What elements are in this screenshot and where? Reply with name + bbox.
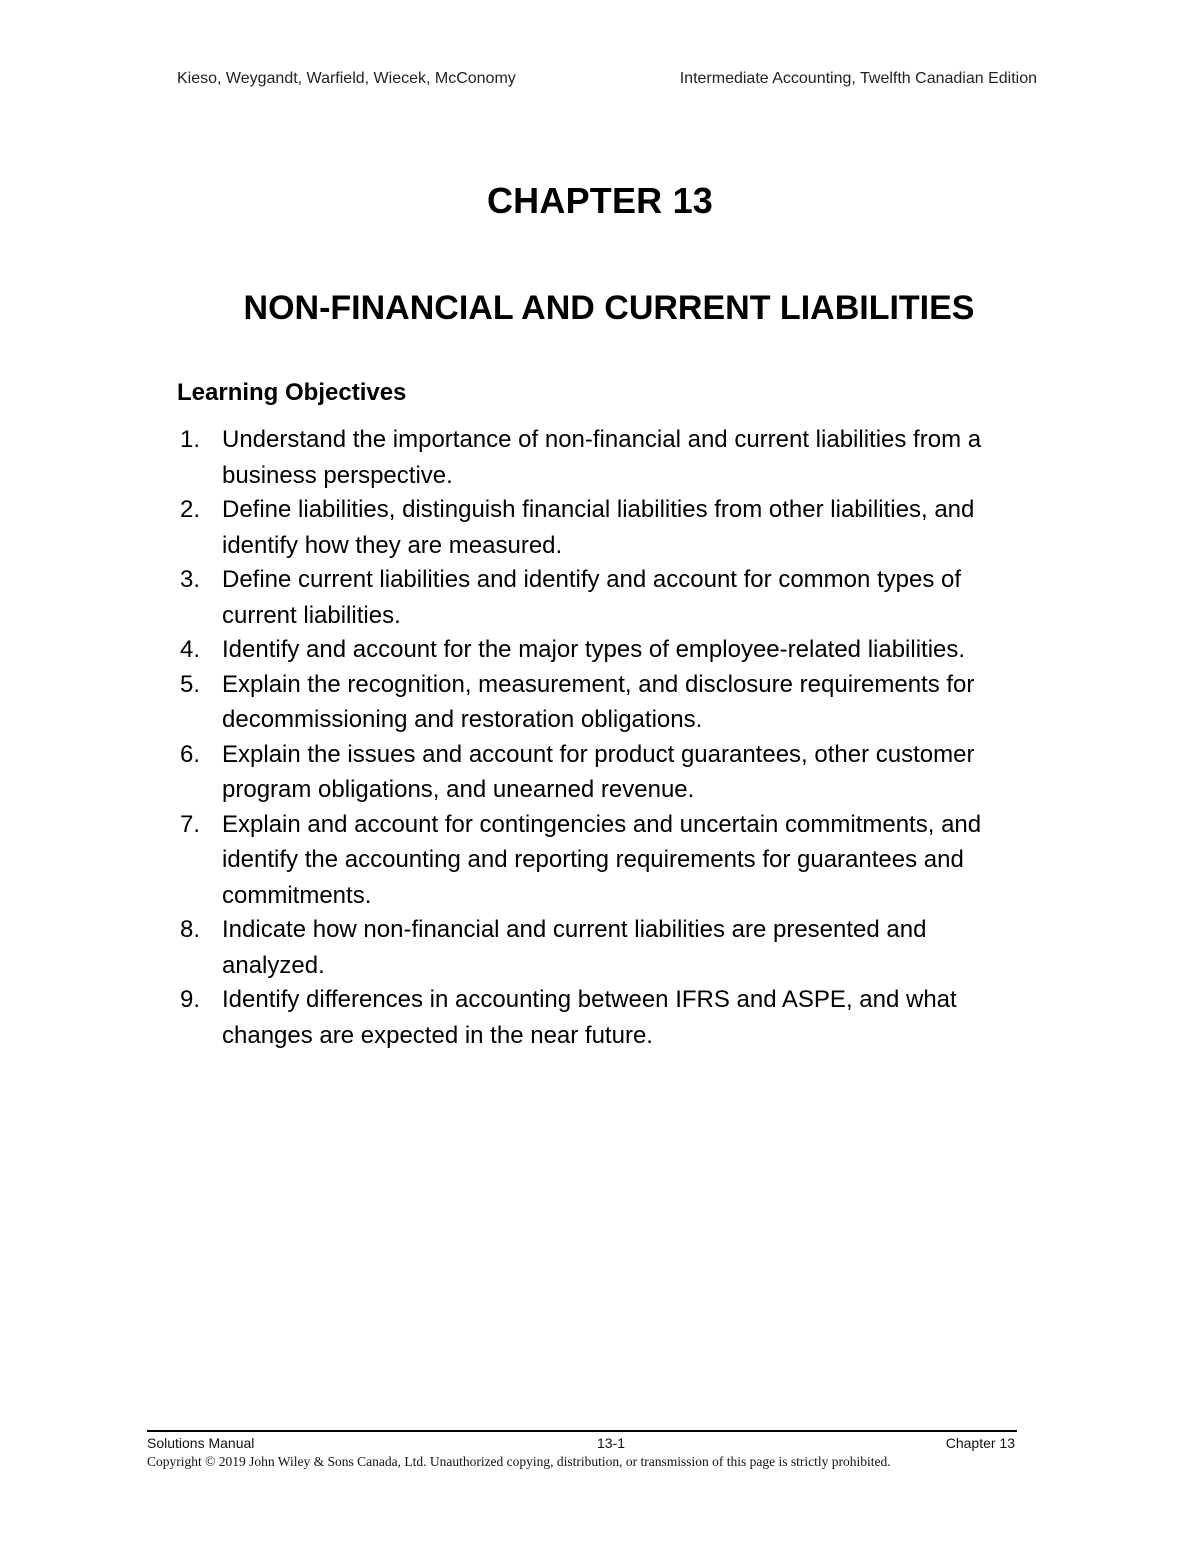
list-item xyxy=(177,562,997,633)
learning-objectives xyxy=(177,377,997,1052)
list-item xyxy=(177,667,997,738)
objective-number: 5. xyxy=(180,670,201,698)
objective-number: 2. xyxy=(180,496,201,523)
list-item xyxy=(177,632,997,668)
objective-number: 6. xyxy=(180,740,201,768)
objective-text: Explain and account for contingencies and uncertain commitments, and identify the accounting and reporting requirements for guarantees and commitments. xyxy=(222,810,982,909)
objective-text: Identify and account for the major types of employee-related liabilities. xyxy=(222,636,966,663)
footer-copyright: Copyright © 2019 John Wiley & Sons Canada, Ltd. Unauthorized copying, distribution, or transmission of this page is strictly prohibited. xyxy=(147,1454,891,1469)
objective-number: 4. xyxy=(180,636,201,663)
objective-text: Explain the issues and account for product guarantees, other customer program obligations, and unearned revenue. xyxy=(222,740,975,803)
list-item xyxy=(177,492,997,563)
objective-text: Understand the importance of non-financial and current liabilities from a business perspective. xyxy=(222,426,982,489)
objective-text: Identify differences in accounting between IFRS and ASPE, and what changes are expected in the near future. xyxy=(222,986,957,1049)
list-item xyxy=(177,807,997,914)
objective-number: 7. xyxy=(180,810,201,838)
list-item xyxy=(177,982,997,1053)
header-authors: Kieso, Weygandt, Warfield, Wiecek, McConomy xyxy=(177,70,516,87)
list-item xyxy=(177,422,997,493)
chapter-title: CHAPTER 13 xyxy=(486,180,714,221)
learning-objectives-heading: Learning Objectives xyxy=(177,379,407,406)
list-item xyxy=(177,912,997,983)
footer-chapter-label: Chapter 13 xyxy=(945,1435,1015,1451)
running-header xyxy=(177,70,1037,92)
footer-divider xyxy=(147,1430,1017,1432)
footer-manual-label: Solutions Manual xyxy=(147,1435,255,1451)
learning-objectives-list xyxy=(177,422,997,1053)
footer-line xyxy=(147,1435,1017,1455)
page-footer xyxy=(147,1430,1017,1470)
list-item xyxy=(177,737,997,808)
objective-text: Indicate how non-financial and current liabilities are presented and analyzed. xyxy=(222,916,927,979)
footer-page-number: 13-1 xyxy=(597,1435,626,1451)
chapter-subtitle: NON-FINANCIAL AND CURRENT LIABILITIES xyxy=(243,289,975,327)
objective-text: Explain the recognition, measurement, and disclosure requirements for decommissioning and restoration obligations. xyxy=(222,670,975,733)
objective-number: 8. xyxy=(180,916,201,943)
objective-text: Define liabilities, distinguish financial liabilities from other liabilities, and identify how they are measured. xyxy=(222,496,975,559)
objective-text: Define current liabilities and identify and account for common types of current liabilities. xyxy=(222,566,962,629)
objective-number: 9. xyxy=(180,986,201,1013)
header-book-title: Intermediate Accounting, Twelfth Canadian Edition xyxy=(679,70,1037,87)
objective-number: 3. xyxy=(180,566,201,593)
objective-number: 1. xyxy=(180,426,201,453)
